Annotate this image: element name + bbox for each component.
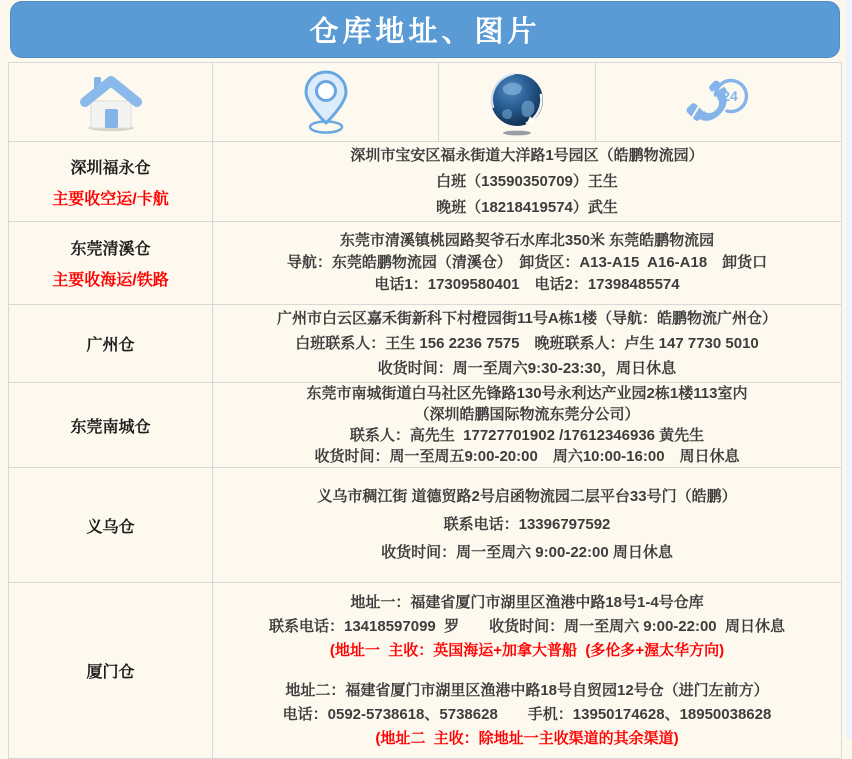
page-title: 仓库地址、图片 <box>309 16 541 48</box>
warehouse-label-cell <box>9 305 213 383</box>
phone-24-icon-cell <box>596 63 842 142</box>
contact-line: 联系电话：13396797592 <box>443 516 611 533</box>
location-pin-icon <box>213 68 438 136</box>
house-icon-cell <box>9 63 213 142</box>
table-row-shenzhen-fuyong <box>9 142 842 222</box>
table-row-yiwu <box>9 468 842 583</box>
page-header <box>10 1 840 58</box>
address-line: 东莞市南城街道白马社区先锋路130号永利达产业园2栋1楼113室内 <box>306 385 748 402</box>
contact-line: 电话1：17309580401 电话2：17398485574 <box>374 276 680 293</box>
warehouse-name: 义乌仓 <box>86 518 135 536</box>
address-line: 地址一：福建省厦门市湖里区渔港中路18号1-4号仓库 <box>350 593 704 611</box>
warehouse-label-cell <box>9 222 213 305</box>
window-edge <box>846 0 852 739</box>
company-line: （深圳皓鹏国际物流东莞分公司） <box>414 406 640 423</box>
table-row-dongguan-qingxi <box>9 222 842 305</box>
contact-line: 白班（13590350709）王生 <box>436 172 618 190</box>
warehouse-note: 主要收海运/铁路 <box>52 272 169 289</box>
warehouse-details-cell <box>213 142 842 222</box>
hours-line: 收货时间：周一至周六 9:00-22:00 周日休息 <box>381 544 673 561</box>
hours-line: 收货时间：周一至周六9:30-23:30，周日休息 <box>377 360 677 377</box>
globe-icon <box>439 67 595 137</box>
warehouse-label-cell <box>9 583 213 759</box>
phone-24-badge: 24 <box>721 88 738 105</box>
house-icon <box>9 71 212 133</box>
warehouse-details-cell <box>213 583 842 759</box>
address-line: 东莞市清溪镇桃园路契爷石水库北350米 东莞皓鹏物流园 <box>339 232 715 249</box>
address-line: 深圳市宝安区福永街道大洋路1号园区（皓鹏物流园） <box>350 146 704 164</box>
warehouse-label-cell <box>9 142 213 222</box>
icon-row <box>9 63 842 142</box>
warehouse-table <box>8 62 842 759</box>
contact-line: 联系电话：13418597099 罗 收货时间：周一至周六 9:00-22:00 周日休息 <box>269 617 785 635</box>
navigation-line: 导航：东莞皓鹏物流园（清溪仓） 卸货区：A13-A15 A16-A18 卸货口 <box>286 254 768 271</box>
address-line: 地址二：福建省厦门市湖里区渔港中路18号自贸园12号仓（进门左前方） <box>285 681 769 699</box>
warehouse-name: 东莞清溪仓 <box>70 241 151 258</box>
warehouse-name: 厦门仓 <box>86 664 135 681</box>
phone-24-icon <box>596 70 841 134</box>
warehouse-name: 广州仓 <box>86 337 135 354</box>
warehouse-label-cell <box>9 383 213 468</box>
warehouse-details-cell <box>213 468 842 583</box>
channel-note-line: (地址一 主收：英国海运+加拿大普船 (多伦多+渥太华方向) <box>329 641 725 659</box>
warehouse-details-cell <box>213 305 842 383</box>
address-line: 广州市白云区嘉禾街新科下村橙园街11号A栋1楼（导航：皓鹏物流广州仓） <box>276 310 778 327</box>
warehouse-details-cell <box>213 222 842 305</box>
location-pin-icon-cell <box>213 63 439 142</box>
contact-line: 联系人：高先生 17727701902 /17612346936 黄先生 <box>349 427 705 444</box>
globe-icon-cell <box>439 63 596 142</box>
channel-note-line: (地址二 主收：除地址一主收渠道的其余渠道) <box>375 729 679 747</box>
table-row-dongguan-nancheng <box>9 383 842 468</box>
contact-line: 白班联系人：王生 156 2236 7575 晚班联系人：卢生 147 7730 5010 <box>295 335 759 352</box>
address-line: 义乌市稠江街 道德贸路2号启函物流园二层平台33号门（皓鹏） <box>317 488 737 505</box>
hours-line: 收货时间：周一至周五9:00-20:00 周六10:00-16:00 周日休息 <box>314 448 740 465</box>
warehouse-name: 深圳福永仓 <box>70 159 151 177</box>
warehouse-note: 主要收空运/卡航 <box>52 190 169 208</box>
warehouse-details-cell <box>213 383 842 468</box>
table-row-guangzhou <box>9 305 842 383</box>
line-spacer <box>213 663 841 679</box>
contact-line: 电话：0592-5738618、5738628 手机：13950174628、18950038628 <box>282 705 772 723</box>
warehouse-name: 东莞南城仓 <box>70 418 151 436</box>
table-row-xiamen <box>9 583 842 759</box>
warehouse-label-cell <box>9 468 213 583</box>
contact-line: 晚班（18218419574）武生 <box>436 198 618 216</box>
